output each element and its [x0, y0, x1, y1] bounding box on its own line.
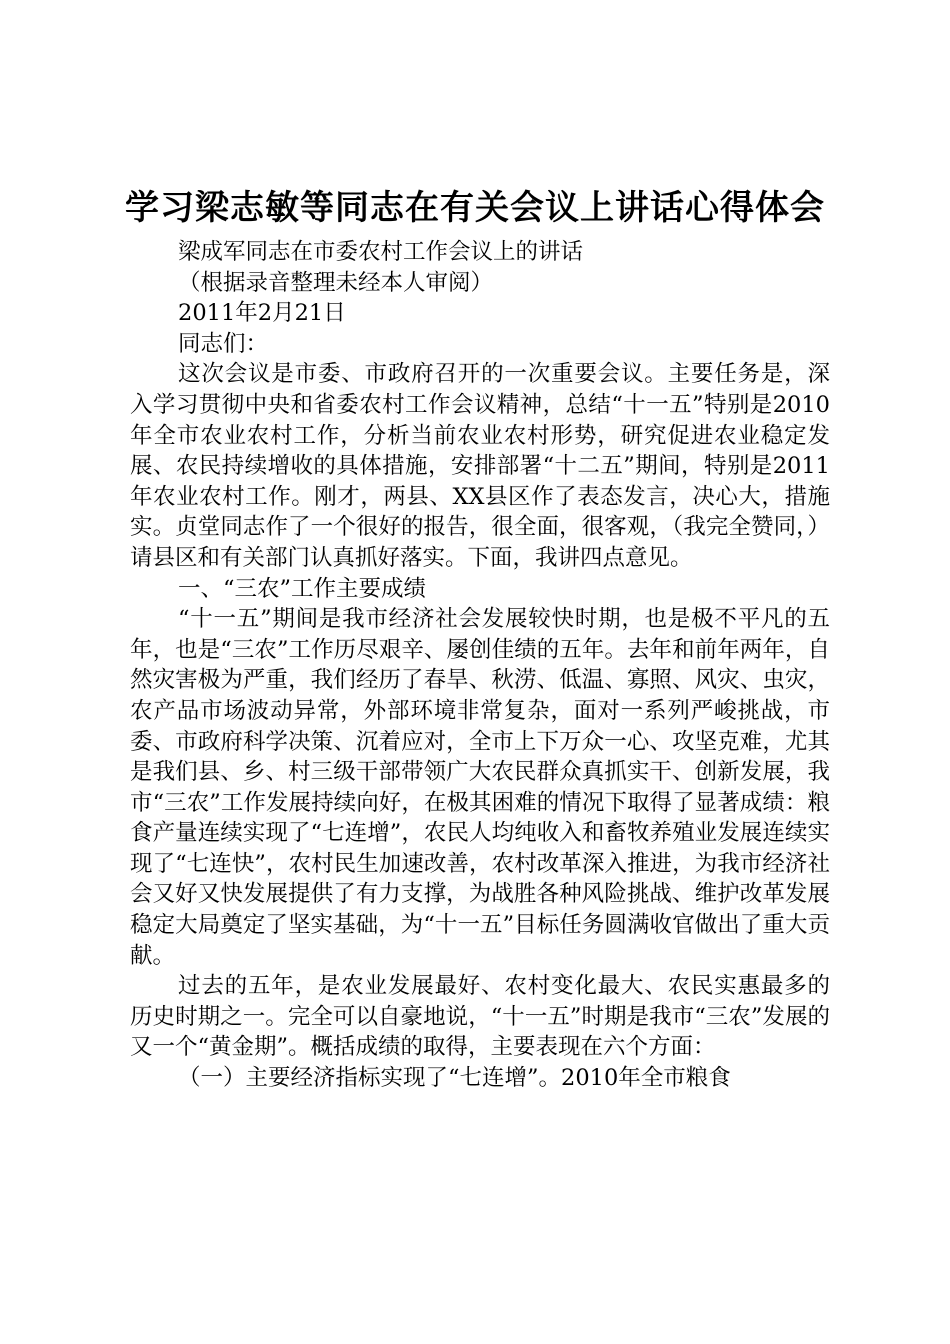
paragraph: 过去的五年，是农业发展最好、农村变化最大、农民实惠最多的历史时期之一。完全可以自豪地说，“十一五”时期是我市“三农”发展的又一个“黄金期”。概括成绩的取得，主要表现在六个方面：	[130, 973, 830, 1061]
speaker-line: 梁成军同志在市委农村工作会议上的讲话	[178, 239, 584, 265]
transcript-note: （根据录音整理未经本人审阅）	[178, 269, 494, 296]
paragraph: “十一五”期间是我市经济社会发展较快时期，也是极不平凡的五年，也是“三农”工作历尽艰辛、屡创佳绩的五年。去年和前年两年，自然灾害极为严重，我们经历了春旱、秋涝、低温、寡照、风灾、虫灾，农产品市场波动异常，外部环境非常复杂，面对一系列严峻挑战，市委、市政府科学决策、沉着应对，全市上下万众一心、攻坚克难，尤其是我们县、乡、村三级干部带领广大农民群众真抓实干、创新发展，我市“三农”工作发展持续向好，在极其困难的情况下取得了显著成绩：粮食产量连续实现了“七连增”，农民人均纯收入和畜牧养殖业发展连续实现了“七连快”，农村民生加速改善，农村改革深入推进，为我市经济社会又好又快发展提供了有力支撑，为战胜各种风险挑战、维护改革发展稳定大局奠定了坚实基础，为“十一五”目标任务圆满收官做出了重大贡献。	[130, 606, 830, 969]
subsection-start: （一）主要经济指标实现了“七连增”。2010年全市粮食	[178, 1065, 731, 1092]
salutation: 同志们：	[178, 330, 269, 357]
document-title: 学习梁志敏等同志在有关会议上讲话心得体会	[125, 188, 825, 228]
speech-date: 2011年2月21日	[178, 300, 346, 327]
paragraph: 这次会议是市委、市政府召开的一次重要会议。主要任务是，深入学习贯彻中央和省委农村工作会议精神，总结“十一五”特别是2010年全市农业农村工作，分析当前农业农村形势，研究促进农业稳定发展、农民持续增收的具体措施，安排部署“十二五”期间，特别是2011年农业农村工作。刚才，两县、XX县区作了表态发言，决心大，措施实。贞堂同志作了一个很好的报告，很全面，很客观，（我完全赞同，）请县区和有关部门认真抓好落实。下面，我讲四点意见。	[130, 361, 830, 571]
section-heading: 一、“三农”工作主要成绩	[178, 575, 427, 602]
document-body	[130, 237, 830, 1094]
